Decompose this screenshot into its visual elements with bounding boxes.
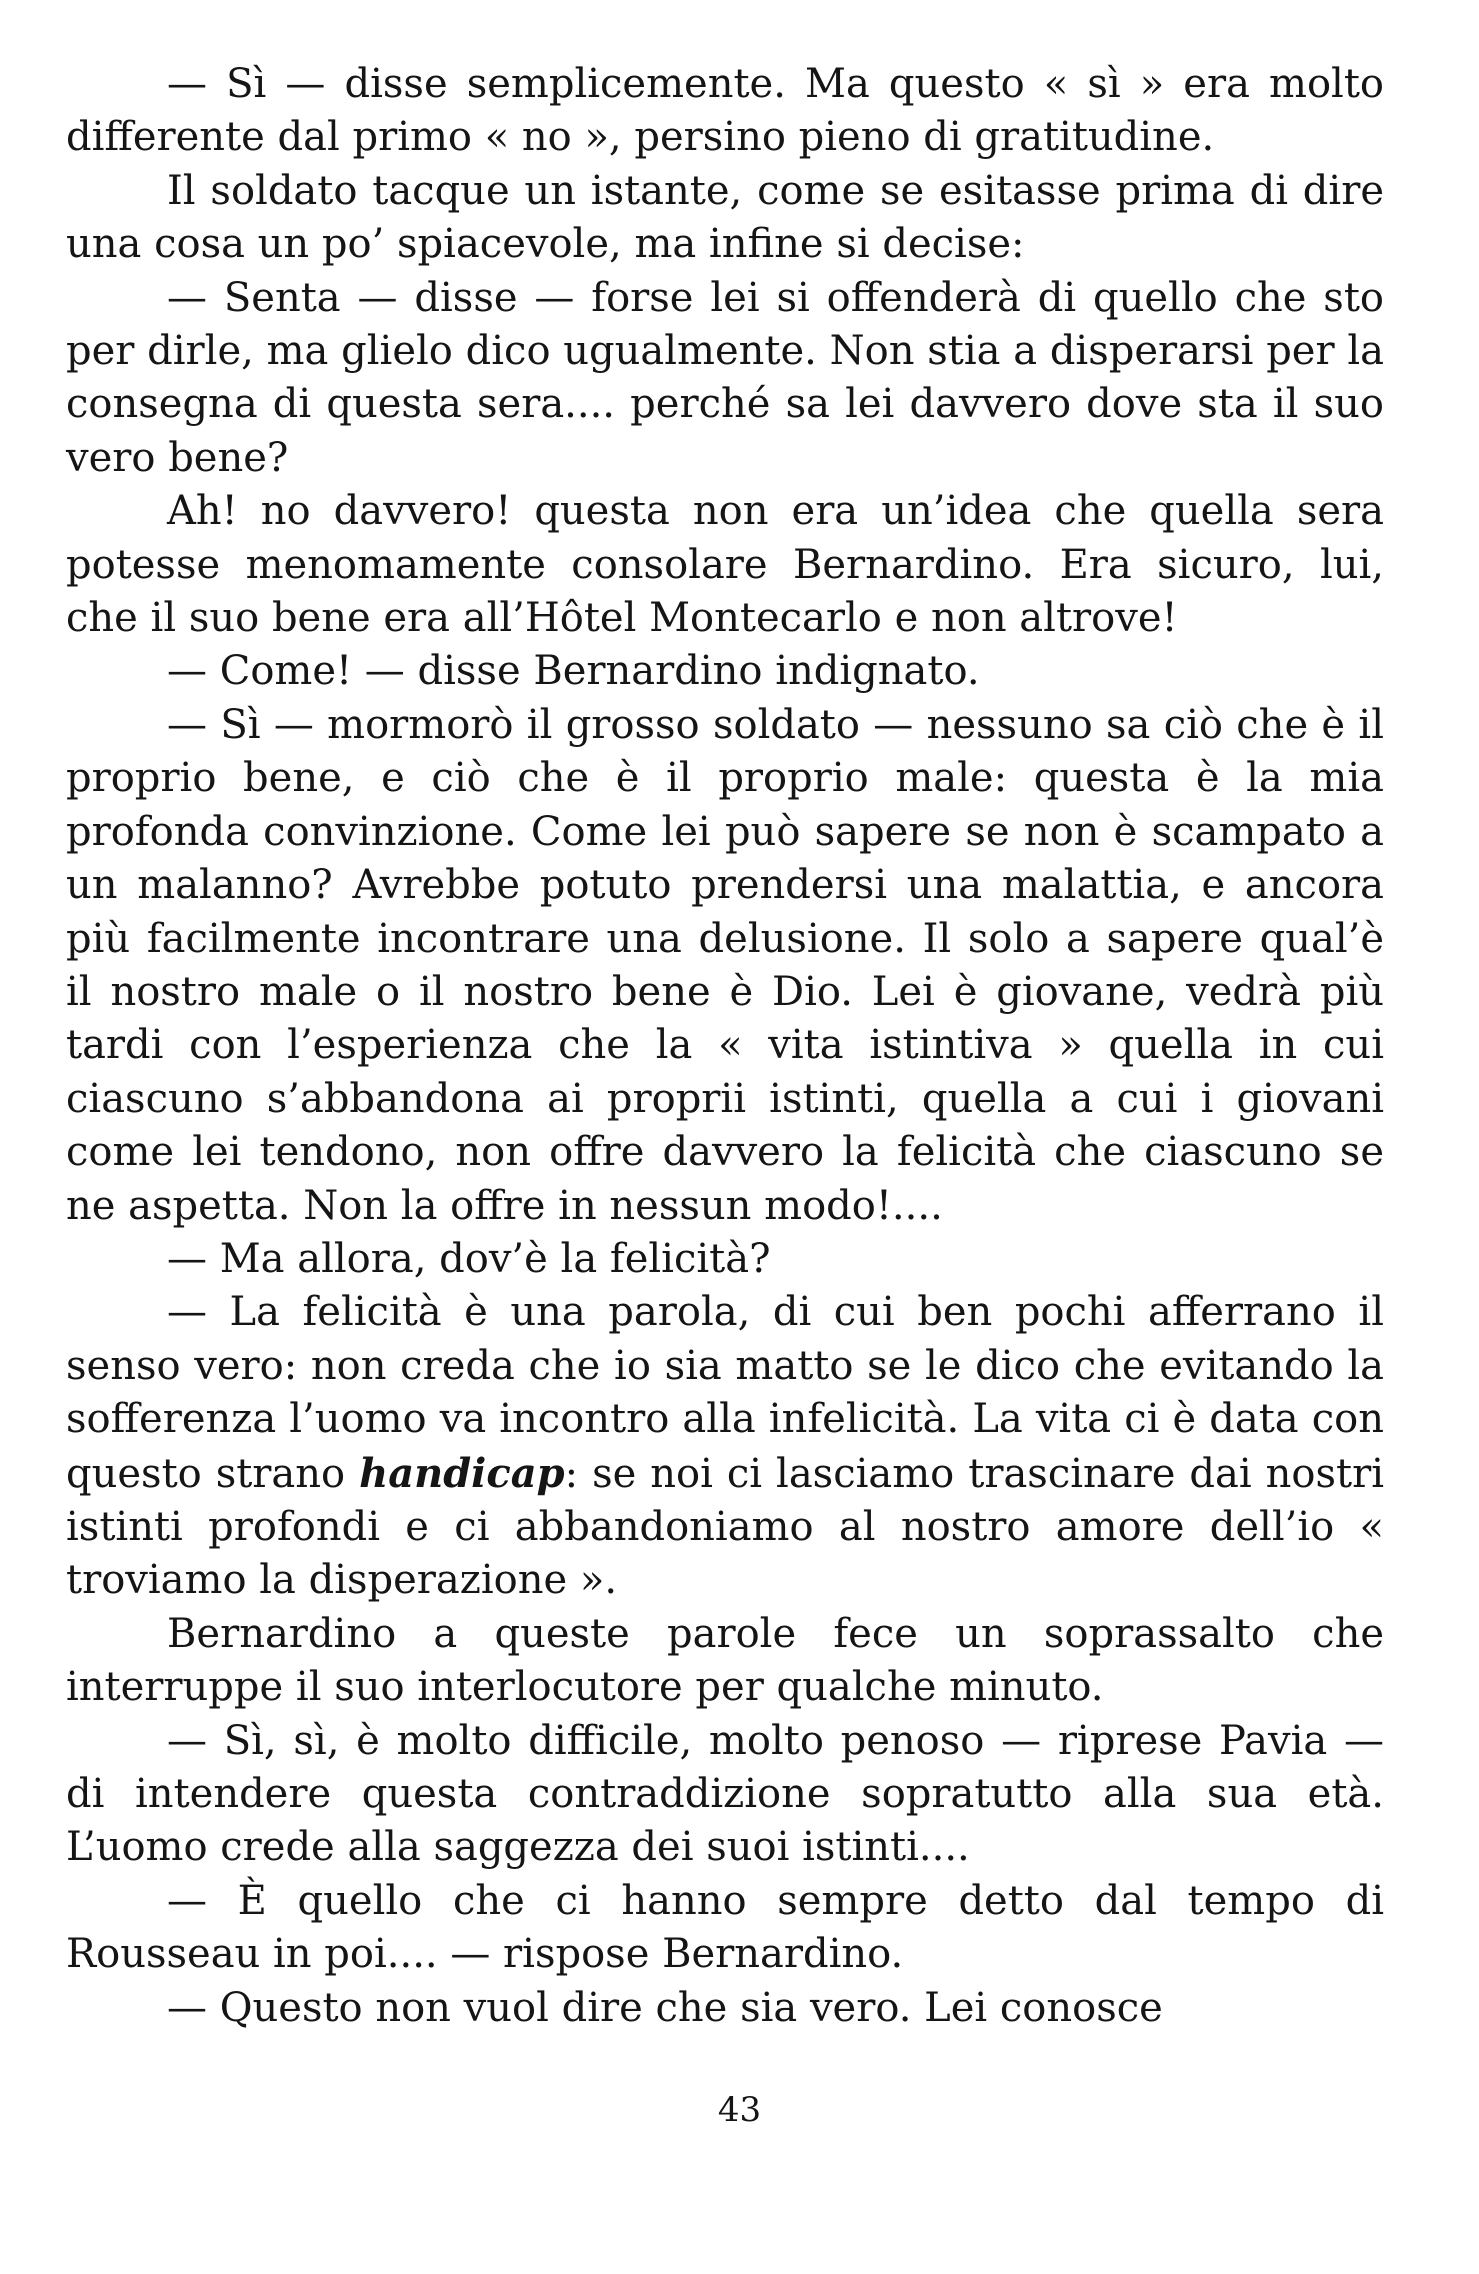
paragraph-6: — Sì — mormorò il grosso soldato — nessuno sa ciò che è il proprio bene, e ciò che è il proprio male: questa è la mia profonda convinzione. Come lei può sapere se non è scampato a un malanno? Avrebbe potuto prendersi una malattia, e ancora più facilmente incontrare una delusione. Il solo a sapere qual’è il nostro male o il nostro bene è Dio. Lei è giovane, vedrà più tardi con l’esperienza che la « vita istintiva » quella in cui ciascuno s’abbandona ai proprii istinti, quella a cui i giovani come lei tendono, non offre davvero la felicità che ciascuno se ne aspetta. Non la offre in nessun modo!.... [66, 701, 1384, 1229]
page-number: 43 [717, 2090, 762, 2130]
paragraph-4: Ah! no davvero! questa non era un’idea che quella sera potesse menomamente consolare Bernardino. Era sicuro, lui, che il suo bene era all’Hôtel Montecarlo e non altrove! [66, 488, 1384, 642]
paragraph-3: — Senta — disse — forse lei si offenderà di quello che sto per dirle, ma glielo dico ugualmente. Non stia a disperarsi per la consegna di questa sera.... perché sa lei davvero dove sta il suo vero bene? [66, 274, 1384, 481]
paragraph-1: — Sì — disse semplicemente. Ma questo « sì » era molto differente dal primo « no », persino pieno di gratitudine. [66, 61, 1384, 161]
italic-term: handicap [359, 1449, 565, 1497]
paragraph-7: — Ma allora, dov’è la felicità? [167, 1235, 771, 1282]
paragraph-8-text-b: : se noi ci lasciamo trascinare dai nostri istinti profondi e ci abbandoniamo al nostro amore dell’io « troviamo la disperazione ». [66, 1450, 1384, 1604]
paragraph-12: — Questo non vuol dire che sia vero. Lei conosce [167, 1984, 1163, 2031]
paragraph-11: — È quello che ci hanno sempre detto dal tempo di Rousseau in poi.... — rispose Bernardino. [66, 1877, 1384, 1978]
paragraph-9: Bernardino a queste parole fece un soprassalto che interruppe il suo interlocutore per qualche minuto. [66, 1610, 1384, 1711]
paragraph-5: — Come! — disse Bernardino indignato. [167, 648, 980, 695]
paragraph-8 [66, 1286, 1384, 1607]
paragraph-8-text-a: — La felicità è una parola, di cui ben pochi afferrano il senso vero: non creda che io sia matto se le dico che evitando la sofferenza l’uomo va incontro alla infelicità. La vita ci è data con questo strano [66, 1289, 1384, 1497]
paragraph-2: Il soldato tacque un istante, come se esitasse prima di dire una cosa un po’ spiacevole, ma infine si decise: [66, 167, 1384, 268]
page-body [66, 58, 1384, 2035]
paragraph-10: — Sì, sì, è molto difficile, molto penoso — riprese Pavia — di intendere questa contraddizione sopratutto alla sua età. L’uomo crede alla saggezza dei suoi istinti.... [66, 1717, 1384, 1871]
